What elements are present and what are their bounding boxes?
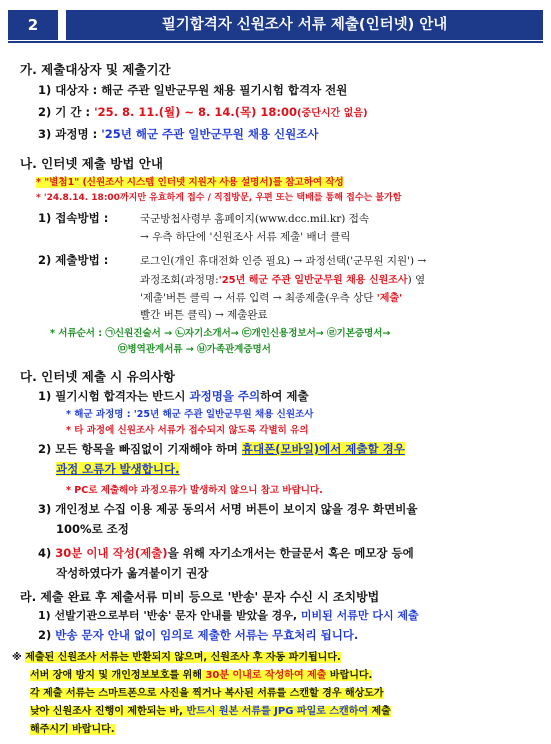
- text: 제출: [368, 706, 391, 717]
- heading-ga: 가. 제출대상자 및 제출기간: [20, 62, 171, 77]
- text: 서버 장애 방지 및 개인정보보호를 위해: [30, 670, 206, 681]
- doc-order-line1: * 서류순서 : ㉠신원진술서 → ㉡자기소개서→ ㉢개인신용정보서→ ㉣기본증명서→: [50, 328, 391, 339]
- text: 2) 모든 항목을 빠짐없이 기재해야 하며: [38, 442, 242, 456]
- section-header: [8, 10, 543, 42]
- label: 3) 과정명 :: [38, 127, 102, 141]
- na-method-1-label: 1) 접속방법 :: [38, 211, 109, 225]
- ra-item-1: [38, 607, 419, 623]
- text: 해주시기 바랍니다.: [30, 724, 115, 735]
- label: 2) 기 간 :: [38, 105, 95, 119]
- header-underline: [8, 41, 543, 43]
- text: ) 옆: [407, 274, 426, 286]
- note-line-3: [30, 684, 384, 699]
- da-item-3-line2: 100%로 조정: [56, 522, 129, 536]
- text: 을 위해 자기소개서는 한글문서 혹은 메모장 등에: [167, 546, 414, 560]
- doc-order-line2: ㉤병역관계서류 → ㉥가족관계증명서: [118, 344, 271, 355]
- heading-da: 다. 인터넷 제출 시 유의사항: [20, 369, 175, 384]
- da-item-1-sub2: * 타 과정에 신원조사 서류가 접수되지 않도록 각별히 유의: [66, 425, 309, 436]
- section-number: 2: [8, 10, 58, 40]
- na-method-2-line1: 로그인(개인 휴대전화 인증 필요) → 과정선택('군무원 지원') →: [140, 255, 427, 267]
- text: 낮아 신원조사 진행이 제한되는 바,: [30, 706, 187, 717]
- text: 하여 제출: [260, 389, 309, 403]
- na-method-2-label: 2) 제출방법 :: [38, 253, 109, 267]
- original-scan-note: 반드시 원본 서류를 JPG 파일로 스캔하여: [186, 706, 369, 717]
- resubmit-note: 미비된 서류만 다시 제출: [300, 609, 419, 622]
- time-limit: 30분 이내 작성(제출): [55, 546, 168, 560]
- da-item-4-line2: 작성하였다가 옮겨붙이기 권장: [56, 566, 209, 580]
- note-line-5: [30, 720, 115, 735]
- label: 1) 대상자 :: [38, 83, 102, 97]
- na-method-2-line3: [140, 289, 402, 305]
- da-item-2-line1: [38, 441, 405, 457]
- course-caution: 과정명을 주의: [189, 389, 261, 403]
- na-bullet-1: [36, 174, 344, 188]
- note-line-1: [12, 648, 341, 663]
- na-bullet-2: * '24.8.14. 18:00까지만 유효하게 접수 / 직접방문, 우편 또는 택배를 통해 접수는 불가함: [36, 193, 402, 203]
- text: 바랍니다.: [326, 670, 373, 681]
- da-item-4-line1: [38, 545, 414, 561]
- text: 1) 필기시험 합격자는 반드시: [38, 389, 190, 403]
- notice-box: [8, 646, 543, 738]
- submit-red-label: '제출': [376, 293, 403, 304]
- ga-item-3: [38, 126, 319, 142]
- ga-item-1: [38, 82, 347, 98]
- da-item-3-line1: 3) 개인정보 수집 이용 제공 동의서 서명 버튼이 보이지 않을 경우 화면비율: [38, 502, 418, 516]
- text: 1) 선발기관으로부터 '반송' 문자 안내를 받았을 경우,: [38, 609, 301, 622]
- text: '제출'버튼 클릭 → 서류 입력 → 최종제출(우측 상단: [140, 292, 374, 304]
- da-item-1-sub1: * 해군 과정명 : '25년 해군 주관 일반군무원 채용 신원조사: [66, 409, 314, 420]
- note-line-2: [30, 666, 372, 681]
- text: 2): [38, 628, 56, 642]
- text: 과정조회(과정명:: [140, 274, 219, 286]
- na-method-2-line2: [140, 271, 425, 287]
- da-item-2-sub: * PC로 제출해야 과정오류가 발생하지 않으니 참고 바랍니다.: [66, 485, 323, 496]
- da-item-1: [38, 388, 309, 404]
- na-method-1-line1: 국군방첩사령부 홈페이지(www.dcc.mil.kr) 접속: [140, 213, 369, 225]
- course-error-warning: 과정 오류가 발생합니다.: [56, 462, 180, 476]
- na-method-1-line2: → 우측 하단에 '신원조사 서류 제출' 배너 클릭: [140, 231, 351, 243]
- text: 제출된 신원조사 서류는 반환되지 않으며, 신원조사 후 자동 파기됩니다.: [25, 652, 341, 663]
- course-name: '25년 해군 주관 일반군무원 채용 신원조사: [218, 275, 408, 286]
- highlight: * "별첨1" (신원조사 시스템 인터넷 지원자 사용 설명서)를 참고하여 작성: [36, 177, 344, 188]
- note-line-4: [30, 702, 391, 717]
- mobile-warning: 휴대폰(모바일)에서 제출할 경우: [241, 442, 405, 456]
- da-item-2-line2: [56, 461, 179, 477]
- invalid-note: 반송 문자 안내 없이 임의로 제출한 서류는 무효처리 됩니다.: [55, 628, 359, 642]
- section-title: 필기합격자 신원조사 서류 제출(인터넷) 안내: [66, 10, 543, 40]
- period: '25. 8. 11.(월) ~ 8. 14.(목) 18:00: [94, 105, 297, 119]
- time-limit: 30분 이내로 작성하여 제출: [205, 670, 327, 681]
- ga-item-2: [38, 104, 368, 120]
- text: 각 제출 서류는 스마트폰으로 사진을 찍거나 복사된 서류를 스캔할 경우 해상도가: [30, 688, 384, 699]
- text: 4): [38, 546, 56, 560]
- value: 해군 주관 일반군무원 채용 필기시험 합격자 전원: [101, 83, 348, 97]
- note-mark: ※: [12, 652, 26, 663]
- value: '25년 해군 주관 일반군무원 채용 신원조사: [101, 127, 319, 141]
- na-method-2-line4: 빨간 버튼 클릭) → 제출완료: [140, 309, 268, 321]
- heading-ra: 라. 제출 완료 후 제출서류 미비 등으로 '반송' 문자 수신 시 조치방법: [20, 590, 380, 604]
- ra-item-2: [38, 627, 358, 643]
- heading-na: 나. 인터넷 제출 방법 안내: [20, 156, 163, 171]
- period-note: (중단시간 없음): [296, 108, 368, 119]
